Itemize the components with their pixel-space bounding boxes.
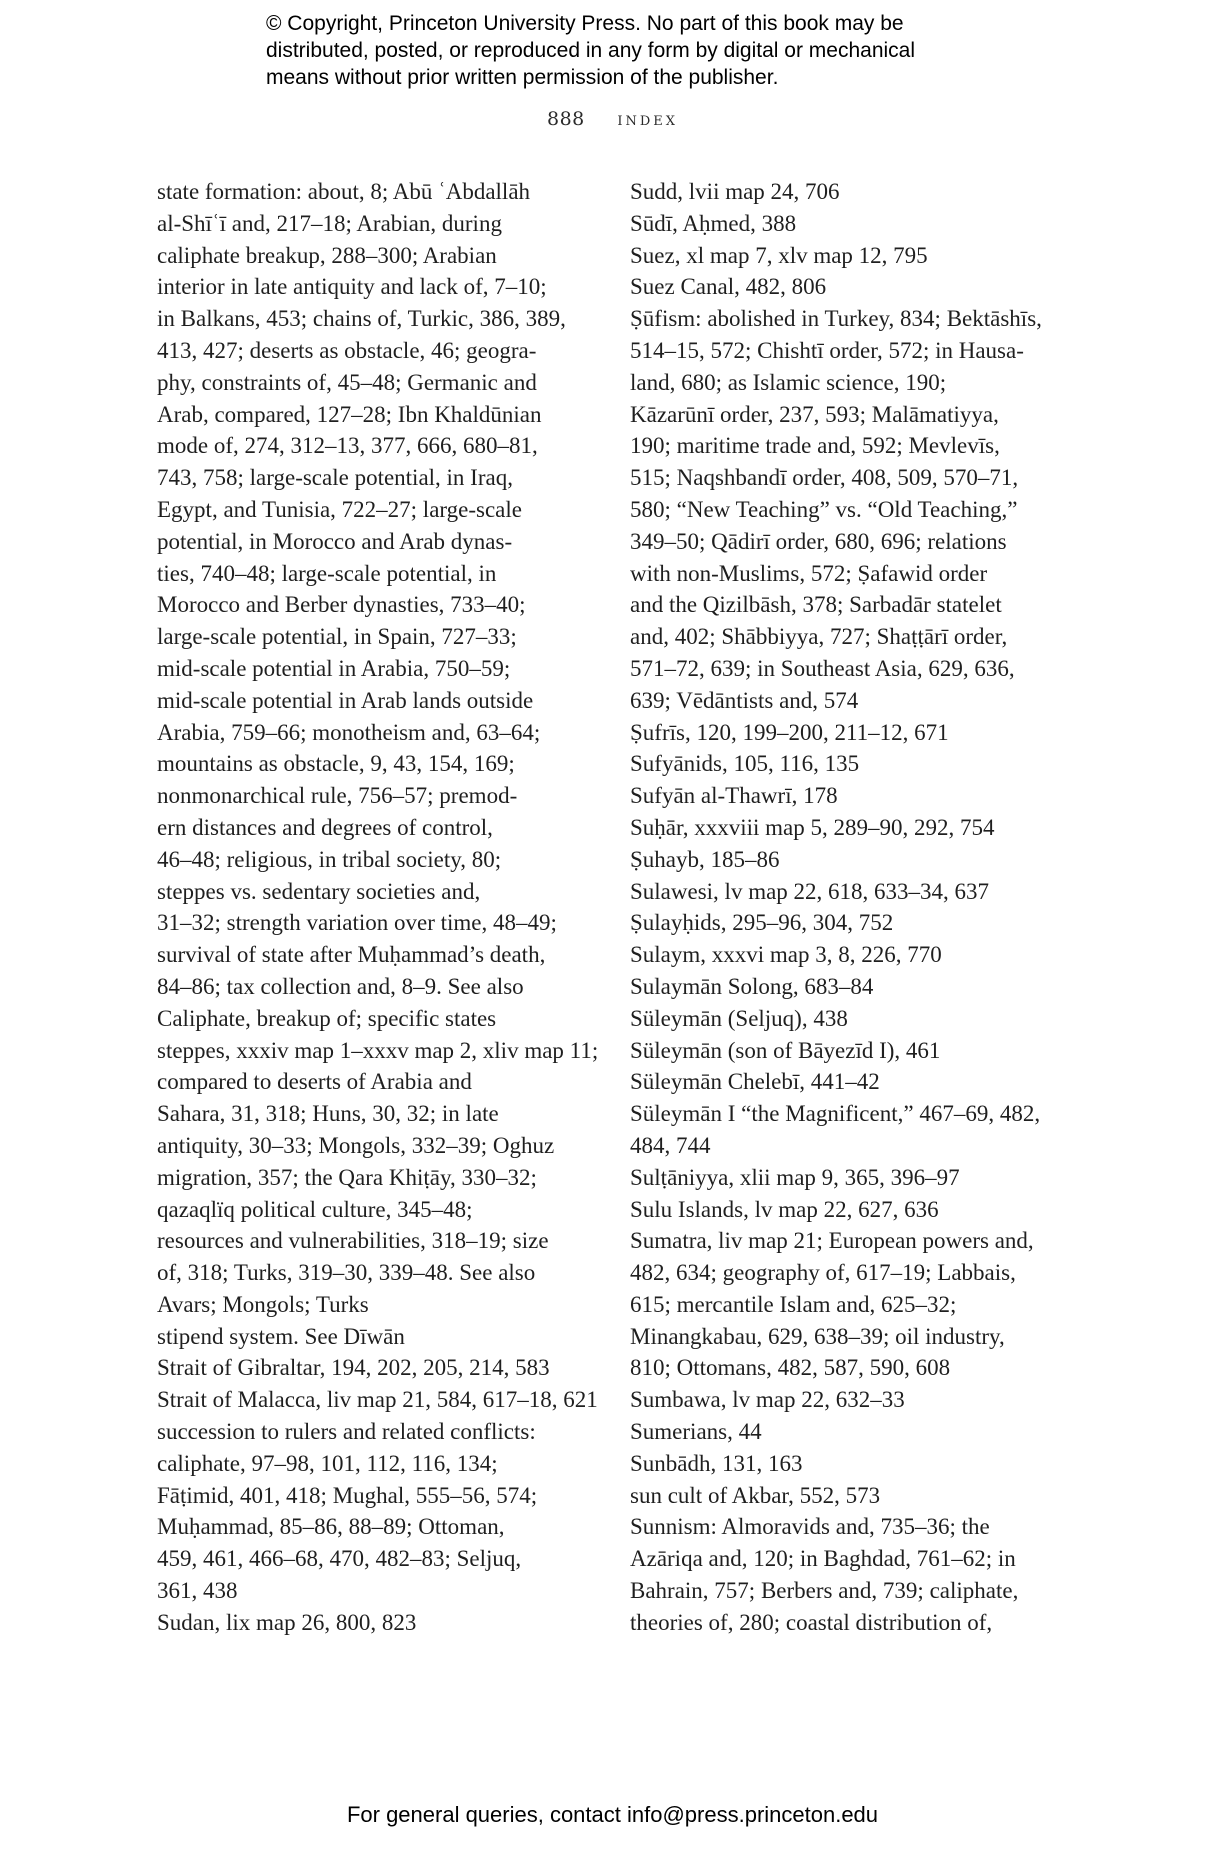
index-entry-line: Bahrain, 757; Berbers and, 739; caliphate,: [630, 1578, 1019, 1604]
index-entry-line: Sunbādh, 131, 163: [630, 1450, 803, 1476]
index-entry: [630, 1162, 1080, 1194]
index-entry: [630, 844, 1080, 876]
index-entry: [630, 1384, 1080, 1416]
index-entry-line: 482, 634; geography of, 617–19; Labbais,: [630, 1260, 1016, 1286]
index-entry-line: Ṣuhayb, 185–86: [630, 846, 780, 872]
index-entry-line: 413, 427; deserts as obstacle, 46; geogra-: [157, 337, 537, 363]
index-entry-line: mode of, 274, 312–13, 377, 666, 680–81,: [157, 433, 538, 459]
index-entry-line: potential, in Morocco and Arab dynas-: [157, 528, 513, 554]
index-entry: [630, 1098, 1080, 1162]
index-entry: [630, 1066, 1080, 1098]
index-entry: [630, 208, 1080, 240]
index-entry-line: land, 680; as Islamic science, 190;: [630, 369, 947, 395]
index-entry-line: Egypt, and Tunisia, 722–27; large-scale: [157, 496, 522, 522]
index-entry-line: Strait of Gibraltar, 194, 202, 205, 214, 583: [157, 1355, 550, 1381]
index-entry-line: migration, 357; the Qara Khiṭāy, 330–32;: [157, 1164, 537, 1190]
copyright-notice: [266, 10, 986, 91]
index-entry-line: Strait of Malacca, liv map 21, 584, 617–18, 621: [157, 1387, 598, 1413]
index-entry-line: and the Qizilbāsh, 378; Sarbadār statelet: [630, 592, 1002, 618]
index-entry-line: Sudan, lix map 26, 800, 823: [157, 1609, 417, 1635]
index-entry-line: Suez Canal, 482, 806: [630, 274, 827, 300]
index-entry-line: Süleymān I “the Magnificent,” 467–69, 482,: [630, 1101, 1041, 1127]
index-entry-line: Arab, compared, 127–28; Ibn Khaldūnian: [157, 401, 542, 427]
index-entry-line: Sulu Islands, lv map 22, 627, 636: [630, 1196, 939, 1222]
index-entry-line: 484, 744: [630, 1132, 711, 1158]
index-entry: [630, 176, 1080, 208]
index-entry-line: stipend system. See Dīwān: [157, 1323, 405, 1349]
index-entry-line: state formation: about, 8; Abū ʿAbdallāh: [157, 179, 531, 204]
index-entry-line: 515; Naqshbandī order, 408, 509, 570–71,: [630, 465, 1019, 491]
index-entry-line: Azāriqa and, 120; in Baghdad, 761–62; in: [630, 1546, 1016, 1572]
index-entry: [157, 176, 607, 1035]
index-entry-line: 580; “New Teaching” vs. “Old Teaching,”: [630, 496, 1018, 522]
index-entry-line: 46–48; religious, in tribal society, 80;: [157, 846, 502, 872]
index-entry-line: Caliphate, breakup of; specific states: [157, 1005, 497, 1031]
index-entry-line: with non-Muslims, 572; Ṣafawid order: [630, 560, 988, 586]
index-entry-line: Sahara, 31, 318; Huns, 30, 32; in late: [157, 1101, 499, 1127]
index-entry-line: Ṣufrīs, 120, 199–200, 211–12, 671: [630, 719, 949, 745]
index-entry-line: mid-scale potential in Arabia, 750–59;: [157, 655, 511, 681]
index-entry-line: Arabia, 759–66; monotheism and, 63–64;: [157, 719, 541, 745]
index-entry-line: Morocco and Berber dynasties, 733–40;: [157, 592, 526, 618]
index-entry-line: theories of, 280; coastal distribution of,: [630, 1609, 993, 1635]
index-entry-line: Ṣulayḥids, 295–96, 304, 752: [630, 910, 894, 936]
index-entry-line: Sufyānids, 105, 116, 135: [630, 751, 860, 777]
index-entry-line: antiquity, 30–33; Mongols, 332–39; Oghuz: [157, 1132, 555, 1158]
index-entry: [630, 1511, 1080, 1638]
index-entry-line: Suez, xl map 7, xlv map 12, 795: [630, 242, 928, 268]
index-entry: [157, 1384, 607, 1416]
index-entry: [157, 1321, 607, 1353]
index-entry-line: Suḥār, xxxviii map 5, 289–90, 292, 754: [630, 814, 995, 840]
index-entry-line: Avars; Mongols; Turks: [157, 1291, 369, 1317]
index-entry: [630, 748, 1080, 780]
index-entry: [630, 717, 1080, 749]
index-entry-line: resources and vulnerabilities, 318–19; size: [157, 1228, 549, 1254]
index-entry: [630, 271, 1080, 303]
index-entry-line: 514–15, 572; Chishtī order, 572; in Hausa-: [630, 337, 1024, 363]
index-entry-line: Sulaym, xxxvi map 3, 8, 226, 770: [630, 942, 942, 968]
index-entry: [630, 971, 1080, 1003]
index-entry: [630, 1480, 1080, 1512]
index-entry-line: steppes, xxxiv map 1–xxxv map 2, xliv map 11;: [157, 1037, 599, 1063]
index-entry-line: Ṣūfism: abolished in Turkey, 834; Bektāshīs,: [630, 306, 1042, 332]
index-entry-line: 190; maritime trade and, 592; Mevlevīs,: [630, 433, 1000, 459]
index-entry-line: interior in late antiquity and lack of, 7–10;: [157, 274, 547, 300]
index-entry-line: Kāzarūnī order, 237, 593; Malāmatiyya,: [630, 401, 999, 427]
index-entry-line: ties, 740–48; large-scale potential, in: [157, 560, 497, 586]
index-entry-line: Minangkabau, 629, 638–39; oil industry,: [630, 1323, 1005, 1349]
index-entry: [630, 1416, 1080, 1448]
index-entry-line: succession to rulers and related conflicts:: [157, 1419, 536, 1445]
index-entry-line: Sumatra, liv map 21; European powers and,: [630, 1228, 1034, 1254]
index-entry-line: survival of state after Muḥammad’s death,: [157, 942, 546, 968]
index-entry-line: caliphate breakup, 288–300; Arabian: [157, 242, 497, 268]
index-entry-line: nonmonarchical rule, 756–57; premod-: [157, 783, 518, 809]
index-entry: [630, 303, 1080, 716]
index-entry-line: Süleymān (Seljuq), 438: [630, 1005, 848, 1031]
index-entry-line: 743, 758; large-scale potential, in Iraq,: [157, 465, 513, 491]
index-entry-line: 361, 438: [157, 1578, 238, 1604]
index-entry-line: Sulaymān Solong, 683–84: [630, 973, 874, 999]
index-entry-line: 349–50; Qādirī order, 680, 696; relations: [630, 528, 1007, 554]
index-entry-line: and, 402; Shābbiyya, 727; Shaṭṭārī order,: [630, 624, 1008, 650]
index-entry-line: 639; Vēdāntists and, 574: [630, 687, 859, 713]
index-entry-line: 615; mercantile Islam and, 625–32;: [630, 1291, 957, 1317]
index-entry-line: mountains as obstacle, 9, 43, 154, 169;: [157, 751, 515, 777]
index-entry: [157, 1352, 607, 1384]
index-entry-line: Sulawesi, lv map 22, 618, 633–34, 637: [630, 878, 990, 904]
index-entry: [630, 1448, 1080, 1480]
index-entry: [157, 1035, 607, 1321]
index-entry-line: Süleymān (son of Bāyezīd I), 461: [630, 1037, 941, 1063]
index-entry: [630, 780, 1080, 812]
index-entry-line: al-Shīʿī and, 217–18; Arabian, during: [157, 210, 502, 236]
index-entry-line: Süleymān Chelebī, 441–42: [630, 1069, 880, 1095]
index-entry: [157, 1416, 607, 1607]
index-entry: [630, 876, 1080, 908]
index-entry-line: caliphate, 97–98, 101, 112, 116, 134;: [157, 1450, 498, 1476]
index-entry-line: Sumerians, 44: [630, 1419, 762, 1445]
index-entry-line: compared to deserts of Arabia and: [157, 1069, 472, 1095]
index-entry-line: ern distances and degrees of control,: [157, 814, 493, 840]
running-head: [0, 108, 1225, 130]
index-entry: [630, 812, 1080, 844]
index-entry-line: mid-scale potential in Arab lands outside: [157, 687, 534, 713]
index-column-right: [630, 176, 1080, 1639]
index-column-left: [157, 176, 607, 1639]
copyright-line: means without prior written permission of the publisher.: [266, 66, 779, 89]
copyright-line: distributed, posted, or reproduced in any form by digital or mechanical: [266, 39, 916, 62]
index-entry-line: Muḥammad, 85–86, 88–89; Ottoman,: [157, 1514, 505, 1540]
index-entry: [630, 939, 1080, 971]
index-entry-line: steppes vs. sedentary societies and,: [157, 878, 481, 904]
footer-contact: For general queries, contact info@press.princeton.edu: [346, 1802, 879, 1827]
index-entry-line: 84–86; tax collection and, 8–9. See also: [157, 973, 524, 999]
index-entry: [630, 1225, 1080, 1384]
index-entry-line: Sumbawa, lv map 22, 632–33: [630, 1387, 905, 1413]
index-entry-line: 810; Ottomans, 482, 587, 590, 608: [630, 1355, 951, 1381]
index-entry: [630, 1194, 1080, 1226]
index-entry: [630, 240, 1080, 272]
index-entry-line: Sunnism: Almoravids and, 735–36; the: [630, 1514, 990, 1540]
page-number: 888: [547, 108, 585, 130]
index-entry-line: 571–72, 639; in Southeast Asia, 629, 636,: [630, 655, 1015, 681]
index-entry: [630, 1035, 1080, 1067]
index-entry-line: in Balkans, 453; chains of, Turkic, 386, 389,: [157, 306, 566, 332]
index-entry-line: Sūdī, Aḥmed, 388: [630, 210, 797, 236]
index-entry-line: Sulṭāniyya, xlii map 9, 365, 396–97: [630, 1164, 960, 1190]
index-entry-line: sun cult of Akbar, 552, 573: [630, 1482, 881, 1508]
index-entry-line: 31–32; strength variation over time, 48–49;: [157, 910, 557, 936]
index-entry: [630, 907, 1080, 939]
index-entry-line: Sudd, lvii map 24, 706: [630, 179, 840, 204]
index-entry-line: 459, 461, 466–68, 470, 482–83; Seljuq,: [157, 1546, 522, 1572]
section-title: index: [617, 108, 678, 130]
copyright-line: © Copyright, Princeton University Press. No part of this book may be: [266, 12, 904, 35]
index-entry-line: of, 318; Turks, 319–30, 339–48. See also: [157, 1260, 536, 1286]
index-entry-line: Fāṭimid, 401, 418; Mughal, 555–56, 574;: [157, 1482, 538, 1508]
index-entry-line: phy, constraints of, 45–48; Germanic and: [157, 369, 537, 395]
index-entry-line: Sufyān al-Thawrī, 178: [630, 783, 838, 809]
index-entry: [157, 1607, 607, 1639]
index-entry: [630, 1003, 1080, 1035]
index-entry-line: qazaqlïq political culture, 345–48;: [157, 1196, 473, 1222]
index-entry-line: large-scale potential, in Spain, 727–33;: [157, 624, 517, 650]
